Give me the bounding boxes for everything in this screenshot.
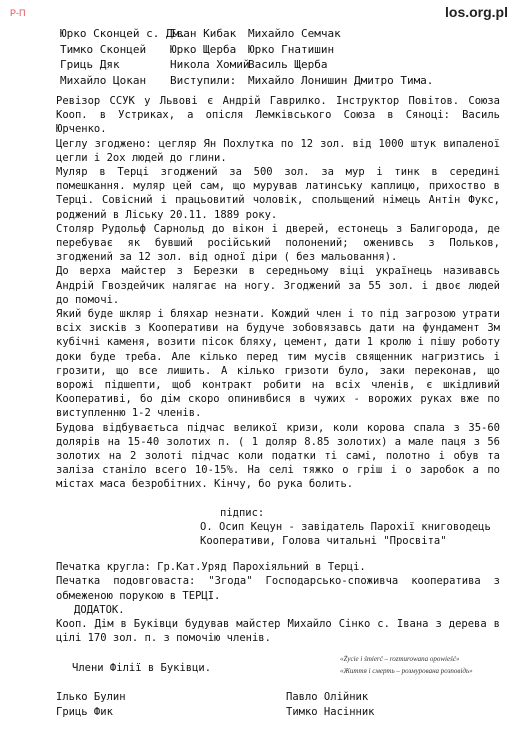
- name-cell: Іван Кибак: [170, 27, 237, 40]
- name-cell: Михайло Лонишин Дмитро Тима.: [248, 73, 434, 87]
- signature-name: Тимко Насінник: [286, 705, 375, 718]
- signed-label: підпис:: [220, 507, 265, 519]
- name-cell: Гриць Дяк: [60, 58, 120, 72]
- stamp-oblong: Печатка подовговаста: "Згода" Господарсько-споживча кооператива з обмеженою порукою в ТЕРЦІ.: [56, 575, 500, 602]
- name-cell: Василь Щерба: [248, 58, 328, 72]
- stamps-block: [56, 560, 500, 646]
- signature-name: Гриць Фик: [56, 705, 113, 718]
- names-row: [60, 42, 368, 58]
- names-row: [60, 26, 368, 42]
- paragraph-mason: Муляр в Терці згоджений за 500 зол. за мур і тинк в середині помешкання. муляр цей сам, що мурував латинську каплицю, прихоство в Терці. Совісний і працьовитий чоловік, спольщений німець Антін Фукс, роджений в Ліську 20.11. 1889 року.: [56, 166, 500, 221]
- paragraph-roof: До верха майстер з Березки в середньому віці українець називавсь Андрій Гвоздейчик налягає на ногу. Згоджений за 55 зол. і двоє людей до помочі.: [56, 265, 500, 306]
- name-cell: Юрко Гнатишин: [248, 42, 335, 56]
- name-cell: Тимко Сконцей: [60, 42, 147, 56]
- name-cell: Никола Хомий: [170, 58, 250, 72]
- names-list: [60, 26, 434, 88]
- name-cell: Юрко Щерба: [170, 42, 237, 56]
- paragraph-crisis: Будова відбуваєтьса підчас великої кризи, коли корова спала з 35-60 долярів на 15-40 золотих п. ( 1 доляр 8.85 золотих) а мале паця з 56 золотих на 2 золоті підчас коли податки ті самі, полотно і обув та заліза станіло всего 10-15%. На селі тяжко о гріш і о заробок а по містах маса безробітних. Кінчу, бо рука болить.: [56, 421, 500, 491]
- paragraph-carpenter: Столяр Рудольф Сарнольд до вікон і дверей, естонець з Балигорода, де перебуває як бувший російський полонений; оженивсь з Польков, згоджений за 12 зол. від одної діри ( без мальовання).: [56, 222, 500, 264]
- names-row: [60, 57, 368, 73]
- body-text: [56, 94, 500, 492]
- signatures: [56, 690, 456, 719]
- members-title: Члени Філії в Буківци.: [72, 662, 212, 674]
- stamp-round: Печатка кругла: Гр.Кат.Уряд Парохіяльний в Терці.: [56, 561, 366, 573]
- addendum-text: Кооп. Дім в Буківци будував майстер Михайло Сінко с. Івана з дерева в цілі 170 зол. п. з помочію членів.: [56, 618, 500, 645]
- signature-block: [200, 506, 510, 548]
- caption-polish: «Życie i śmierć – rozmurowana opowieść»: [340, 655, 460, 663]
- paragraph-bricks: Цеглу згоджено: цегляр Ян Похлутка по 12 зол. від 1000 штук випаленої цегли і 2ох людей до глини.: [56, 137, 500, 164]
- site-watermark: los.org.pl: [445, 4, 508, 20]
- corner-mark: Р-П: [10, 8, 26, 18]
- signature-row: [56, 690, 456, 705]
- addendum-heading: ДОДАТОК.: [74, 603, 125, 616]
- name-cell: Юрко Сконцей с. Дм.: [60, 27, 186, 40]
- signature-row: [56, 705, 456, 720]
- signed-text: О. Осип Кецун - завідатель Парохії книговодець Кооперативи, Голова читальні "Просвіта": [200, 521, 491, 547]
- paragraph-revisor: Ревізор ССУК у Львові є Андрій Гаврилко. Інструктор Повітов. Союза Кооп. в Устриках, а опісля Лемківського Союза в Сяноці: Василь Юрченко.: [56, 95, 500, 136]
- name-cell: Михайло Семчак: [248, 27, 341, 40]
- name-cell: Виступили:: [170, 73, 237, 87]
- names-row: [60, 73, 434, 89]
- paragraph-members: Який буде шкляр і бляхар незнати. Кождий член і то під загрозою утрати всіх зисків з Кооперативи на будуче зобовязавсь дати на фундамент 3м кубічні каменя, возити пісок бляху, цемент, дати 1 кролю і пішу роботу доки буде треба. Але кілько перед тим мусів священник нагризтись і грозити, що все лишить. А кілько гризоти було, заки переконав, що ворожі підшепти, щоб контракт робити на всіх членів, є шкідливий Кооперативі, бо дім скоро опинивбися в чужих - ворожих руках вже по виступленню 1-2 членів.: [56, 308, 500, 420]
- captions: [340, 653, 473, 677]
- signature-name: Павло Олійник: [286, 691, 369, 703]
- name-cell: Михайло Цокан: [60, 73, 147, 87]
- caption-ukrainian: «Життя і смерть – розмурована розповідь»: [340, 667, 473, 675]
- signature-name: Ілько Булин: [56, 691, 126, 703]
